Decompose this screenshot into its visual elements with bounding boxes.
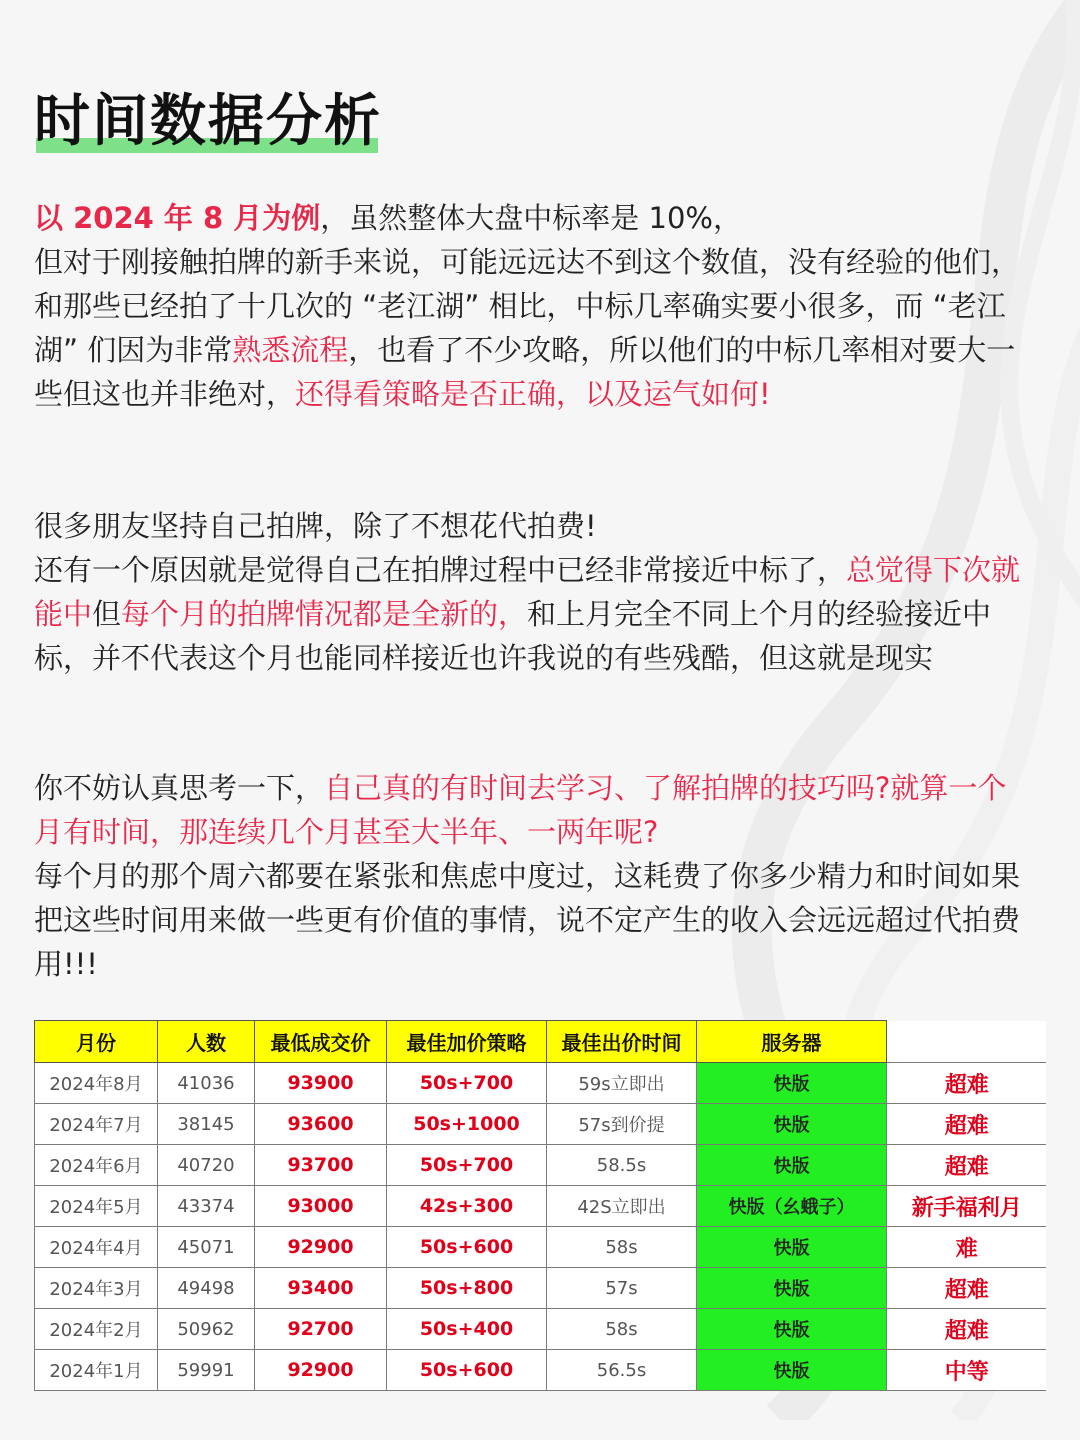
p3-text1: 你不妨认真思考一下， <box>34 771 325 805</box>
cell-strategy: 50s+600 <box>387 1227 547 1268</box>
header-month: 月份 <box>35 1021 158 1063</box>
p1-lead: 以 2024 年 8 月为例 <box>34 201 321 235</box>
cell-count: 43374 <box>158 1186 255 1227</box>
cell-bid-time: 42S立即出 <box>547 1186 697 1227</box>
cell-strategy: 50s+800 <box>387 1268 547 1309</box>
cell-server: 快版 <box>697 1309 887 1350</box>
cell-month: 2024年1月 <box>35 1350 158 1391</box>
cell-difficulty: 超难 <box>887 1145 1047 1186</box>
cell-count: 49498 <box>158 1268 255 1309</box>
p2-highlight-2: 每个月的拍牌情况都是全新的， <box>121 597 528 631</box>
p2-text3: 和上月完全不同上个月的经验接近中标，并不代表这个月也能同样接近也许我说的有些残酷，但这就是现实 <box>34 597 992 675</box>
table-row <box>35 1104 1047 1145</box>
cell-strategy: 50s+700 <box>387 1145 547 1186</box>
paragraph-1 <box>34 196 1024 416</box>
cell-bid-time: 58s <box>547 1309 697 1350</box>
cell-month: 2024年6月 <box>35 1145 158 1186</box>
cell-difficulty: 难 <box>887 1227 1047 1268</box>
cell-difficulty: 超难 <box>887 1309 1047 1350</box>
cell-difficulty: 新手福利月 <box>887 1186 1047 1227</box>
cell-server: 快版 <box>697 1350 887 1391</box>
p1-text1: ，虽然整体大盘中标率是 10%， 但对于刚接触拍牌的新手来说，可能远远达不到这个数值，没有经验的他们，和那些已经拍了十几次的 “老江湖” 相比，中标几率确实要小很多，而 “老江湖” 们因为非常 <box>34 201 1021 367</box>
auction-data-table <box>34 1020 1046 1391</box>
cell-min-price: 93600 <box>255 1104 387 1145</box>
p1-highlight-1: 熟悉流程 <box>232 333 349 367</box>
p3-text2: 每个月的那个周六都要在紧张和焦虑中度过，这耗费了你多少精力和时间如果把这些时间用来做一些更有价值的事情，说不定产生的收入会远远超过代拍费用!!! <box>34 859 1021 981</box>
p2-text1: 很多朋友坚持自己拍牌，除了不想花代拍费! 还有一个原因就是觉得自己在拍牌过程中已经非常接近中标了， <box>34 509 847 587</box>
cell-count: 38145 <box>158 1104 255 1145</box>
cell-min-price: 93000 <box>255 1186 387 1227</box>
cell-bid-time: 58.5s <box>547 1145 697 1186</box>
auction-table-container <box>34 1020 1046 1400</box>
cell-min-price: 92900 <box>255 1350 387 1391</box>
table-header-row <box>35 1021 1047 1063</box>
cell-bid-time: 57s到价提 <box>547 1104 697 1145</box>
cell-min-price: 93400 <box>255 1268 387 1309</box>
header-count: 人数 <box>158 1021 255 1063</box>
header-server: 服务器 <box>697 1021 887 1063</box>
cell-count: 45071 <box>158 1227 255 1268</box>
cell-strategy: 50s+600 <box>387 1350 547 1391</box>
table-row <box>35 1268 1047 1309</box>
cell-bid-time: 59s立即出 <box>547 1063 697 1104</box>
paragraph-3 <box>34 766 1024 986</box>
cell-server: 快版 <box>697 1104 887 1145</box>
cell-min-price: 93700 <box>255 1145 387 1186</box>
cell-server: 快版 <box>697 1227 887 1268</box>
cell-difficulty: 超难 <box>887 1063 1047 1104</box>
cell-strategy: 50s+700 <box>387 1063 547 1104</box>
p1-highlight-2: 还得看策略是否正确，以及运气如何! <box>295 377 771 411</box>
cell-min-price: 92700 <box>255 1309 387 1350</box>
table-row <box>35 1227 1047 1268</box>
header-strategy: 最佳加价策略 <box>387 1021 547 1063</box>
paragraph-2 <box>34 504 1024 680</box>
cell-count: 41036 <box>158 1063 255 1104</box>
cell-server: 快版 <box>697 1063 887 1104</box>
cell-count: 59991 <box>158 1350 255 1391</box>
table-row <box>35 1063 1047 1104</box>
cell-bid-time: 57s <box>547 1268 697 1309</box>
cell-strategy: 50s+1000 <box>387 1104 547 1145</box>
p1-text2: ，也看了不少攻略，所以他们的中标几率相对要大一些但这也并非绝对， <box>34 333 1016 411</box>
cell-min-price: 93900 <box>255 1063 387 1104</box>
table-row <box>35 1309 1047 1350</box>
cell-count: 50962 <box>158 1309 255 1350</box>
header-difficulty <box>887 1021 1047 1063</box>
cell-difficulty: 超难 <box>887 1268 1047 1309</box>
cell-difficulty: 超难 <box>887 1104 1047 1145</box>
p2-highlight-1: 总觉得下次就能中 <box>34 553 1021 631</box>
table-row <box>35 1350 1047 1391</box>
cell-server: 快版 <box>697 1145 887 1186</box>
cell-server: 快版 <box>697 1268 887 1309</box>
p3-highlight-1: 自己真的有时间去学习、了解拍牌的技巧吗?就算一个月有时间，那连续几个月甚至大半年、一两年呢? <box>34 771 1007 849</box>
cell-bid-time: 58s <box>547 1227 697 1268</box>
table-row <box>35 1145 1047 1186</box>
cell-bid-time: 56.5s <box>547 1350 697 1391</box>
p2-text2: 但 <box>92 597 122 631</box>
cell-month: 2024年7月 <box>35 1104 158 1145</box>
title-block <box>34 86 382 158</box>
cell-count: 40720 <box>158 1145 255 1186</box>
table-row <box>35 1186 1047 1227</box>
cell-strategy: 42s+300 <box>387 1186 547 1227</box>
cell-strategy: 50s+400 <box>387 1309 547 1350</box>
cell-month: 2024年2月 <box>35 1309 158 1350</box>
cell-server: 快版（幺蛾子） <box>697 1186 887 1227</box>
cell-month: 2024年3月 <box>35 1268 158 1309</box>
cell-min-price: 92900 <box>255 1227 387 1268</box>
cell-month: 2024年5月 <box>35 1186 158 1227</box>
header-min-price: 最低成交价 <box>255 1021 387 1063</box>
page-title: 时间数据分析 <box>34 89 382 154</box>
header-bid-time: 最佳出价时间 <box>547 1021 697 1063</box>
cell-difficulty: 中等 <box>887 1350 1047 1391</box>
cell-month: 2024年8月 <box>35 1063 158 1104</box>
cell-month: 2024年4月 <box>35 1227 158 1268</box>
